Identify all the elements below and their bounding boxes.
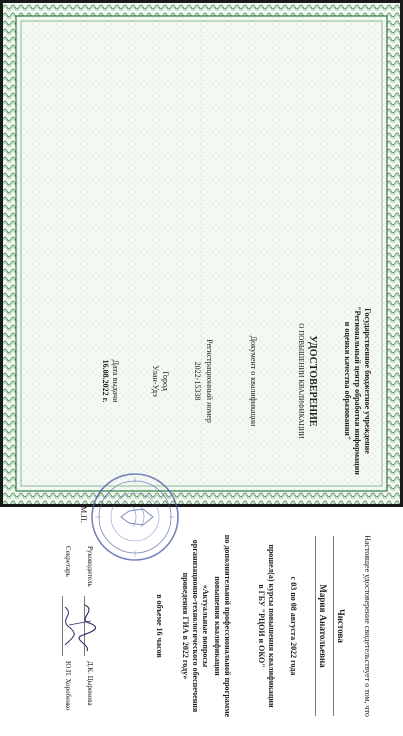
doc-title: УДОСТОВЕРЕНИЕ xyxy=(307,335,318,427)
issue-date: 16.08.2022 г. xyxy=(101,359,110,403)
seal-stamp xyxy=(89,471,181,563)
stamp-label: М.П. xyxy=(79,506,88,523)
org-line-3: и оценки качества образования" xyxy=(343,321,352,441)
hours-volume: в объеме 16 часов xyxy=(155,594,164,658)
city-label: Город xyxy=(161,371,170,391)
program-line-5: проведения ГИА в 2022 году» xyxy=(181,572,190,680)
secretary-label: Секретарь xyxy=(64,546,72,577)
director-label: Руководитель xyxy=(86,546,94,587)
course-period: с 03 по 08 августа 2022 года xyxy=(289,576,298,676)
city: Улан-Удэ xyxy=(151,365,160,397)
reg-number: 2022-15338 xyxy=(193,361,202,401)
recipient-surname: Чистова xyxy=(336,609,346,643)
doc-type: Документ о квалификации xyxy=(249,335,258,427)
certificate-frame xyxy=(3,3,400,718)
surname-underline xyxy=(333,536,334,716)
passed-org: в ГБУ "РЦОИ и ОКО" xyxy=(257,584,266,668)
reg-label: Регистрационный номер xyxy=(205,339,214,423)
name-underline xyxy=(315,536,316,716)
org-line-1: Государственное бюджетное учреждение xyxy=(363,308,372,454)
handwritten-signature xyxy=(57,601,99,656)
program-line-3: «Актуальные вопросы xyxy=(201,584,210,668)
program-line-1: по дополнительной профессиональной программе xyxy=(223,534,232,718)
doc-subtitle: О ПОВЫШЕНИИ КВАЛИФИКАЦИИ xyxy=(297,323,305,439)
secretary-name: Ю.П. Хоробенко xyxy=(64,661,72,711)
intro-text: Настоящее удостоверение свидетельствует о том, что xyxy=(363,535,372,717)
issue-label: Дата выдачи xyxy=(111,359,120,403)
program-line-2: повышения квалификации xyxy=(213,576,222,676)
org-line-2: "Региональный центр обработки информации xyxy=(353,306,362,475)
recipient-name: Мария Анатольевна xyxy=(318,584,328,668)
passed-prefix: прошел(а) курсы повышения квалификации xyxy=(267,544,276,708)
program-line-4: организационно-технологического обеспечения xyxy=(191,539,200,713)
director-name: Д.К. Цыренова xyxy=(86,661,94,706)
